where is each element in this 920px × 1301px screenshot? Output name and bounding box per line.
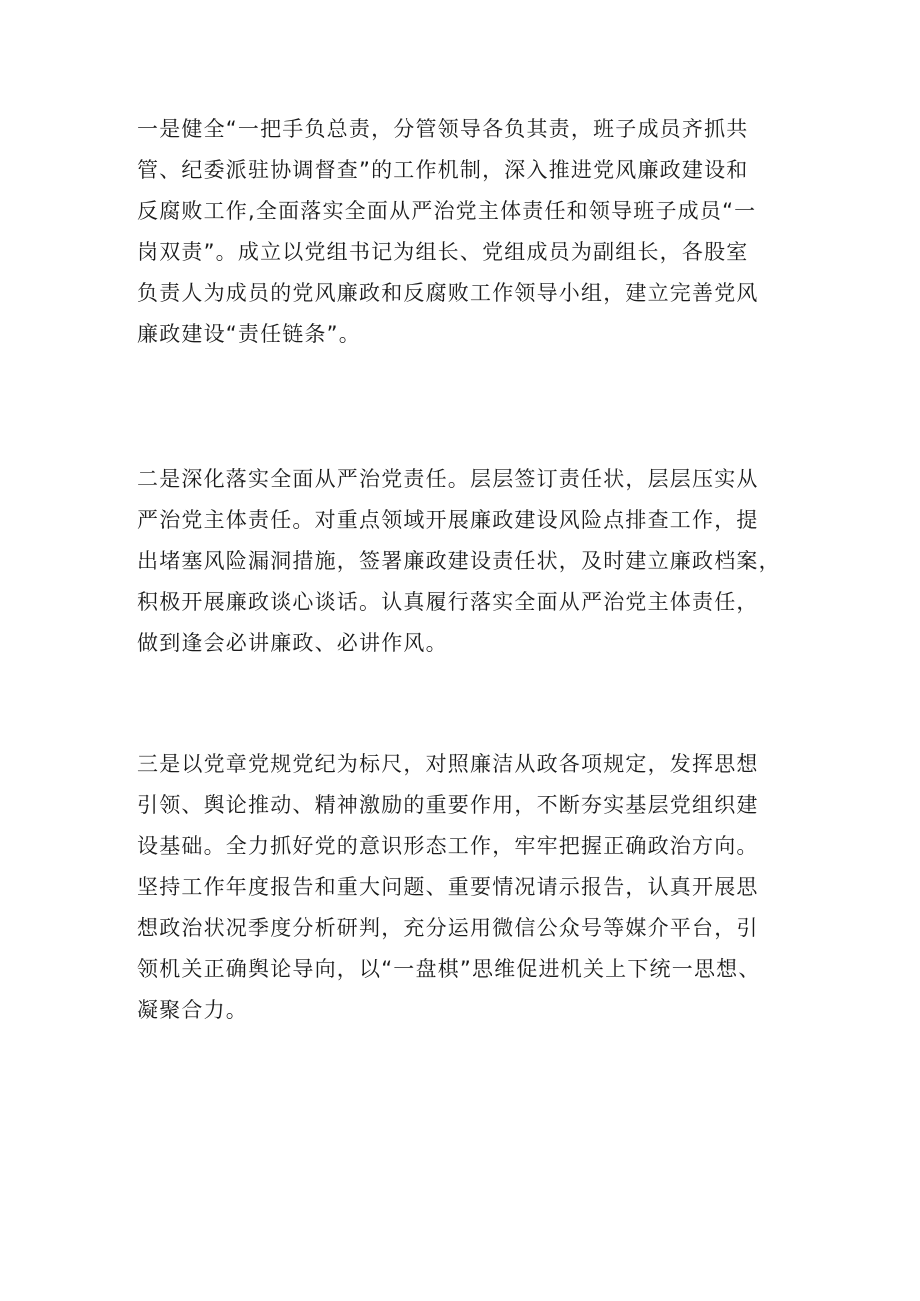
paragraph-2: [137, 459, 797, 664]
paragraph-line: 领机关正确舆论导向，以“一盘棋”思维促进机关上下统一思想、: [137, 957, 761, 981]
paragraph-1: [137, 109, 797, 355]
paragraph-line: 严治党主体责任。对重点领域开展廉政建设风险点排查工作，提: [137, 508, 759, 532]
paragraph-line: 廉政建设“责任链条”。: [137, 322, 361, 346]
paragraph-line: 三是以党章党规党纪为标尺，对照廉洁从政各项规定，发挥思想: [137, 752, 759, 776]
paragraph-line: 反腐败工作,全面落实全面从严治党主体责任和领导班子成员“一: [137, 199, 757, 223]
paragraph-line: 负责人为成员的党风廉政和反腐败工作领导小组，建立完善党风: [137, 281, 759, 305]
paragraph-line: 二是深化落实全面从严治党责任。层层签订责任状，层层压实从: [137, 467, 759, 491]
paragraph-line: 设基础。全力抓好党的意识形态工作，牢牢把握正确政治方向。: [137, 834, 759, 858]
paragraph-line: 出堵塞风险漏洞措施，签署廉政建设责任状，及时建立廉政档案，: [137, 549, 781, 573]
paragraph-line: 坚持工作年度报告和重大问题、重要情况请示报告，认真开展思: [137, 875, 759, 899]
paragraph-line: 管、纪委派驻协调督查”的工作机制，深入推进党风廉政建设和: [137, 158, 749, 182]
paragraph-line: 岗双责”。成立以党组书记为组长、党组成员为副组长，各股室: [137, 240, 749, 264]
paragraph-line: 引领、舆论推动、精神激励的重要作用，不断夯实基层党组织建: [137, 793, 759, 817]
paragraph-line: 积极开展廉政谈心谈话。认真履行落实全面从严治党主体责任，: [137, 590, 759, 614]
paragraph-line: 做到逢会必讲廉政、必讲作风。: [137, 631, 448, 655]
paragraph-line: 凝聚合力。: [137, 998, 248, 1022]
paragraph-3: [137, 744, 797, 1031]
paragraph-line: 想政治状况季度分析研判，充分运用微信公众号等媒介平台，引: [137, 916, 759, 940]
paragraph-line: 一是健全“一把手负总责，分管领导各负其责，班子成员齐抓共: [137, 117, 749, 141]
